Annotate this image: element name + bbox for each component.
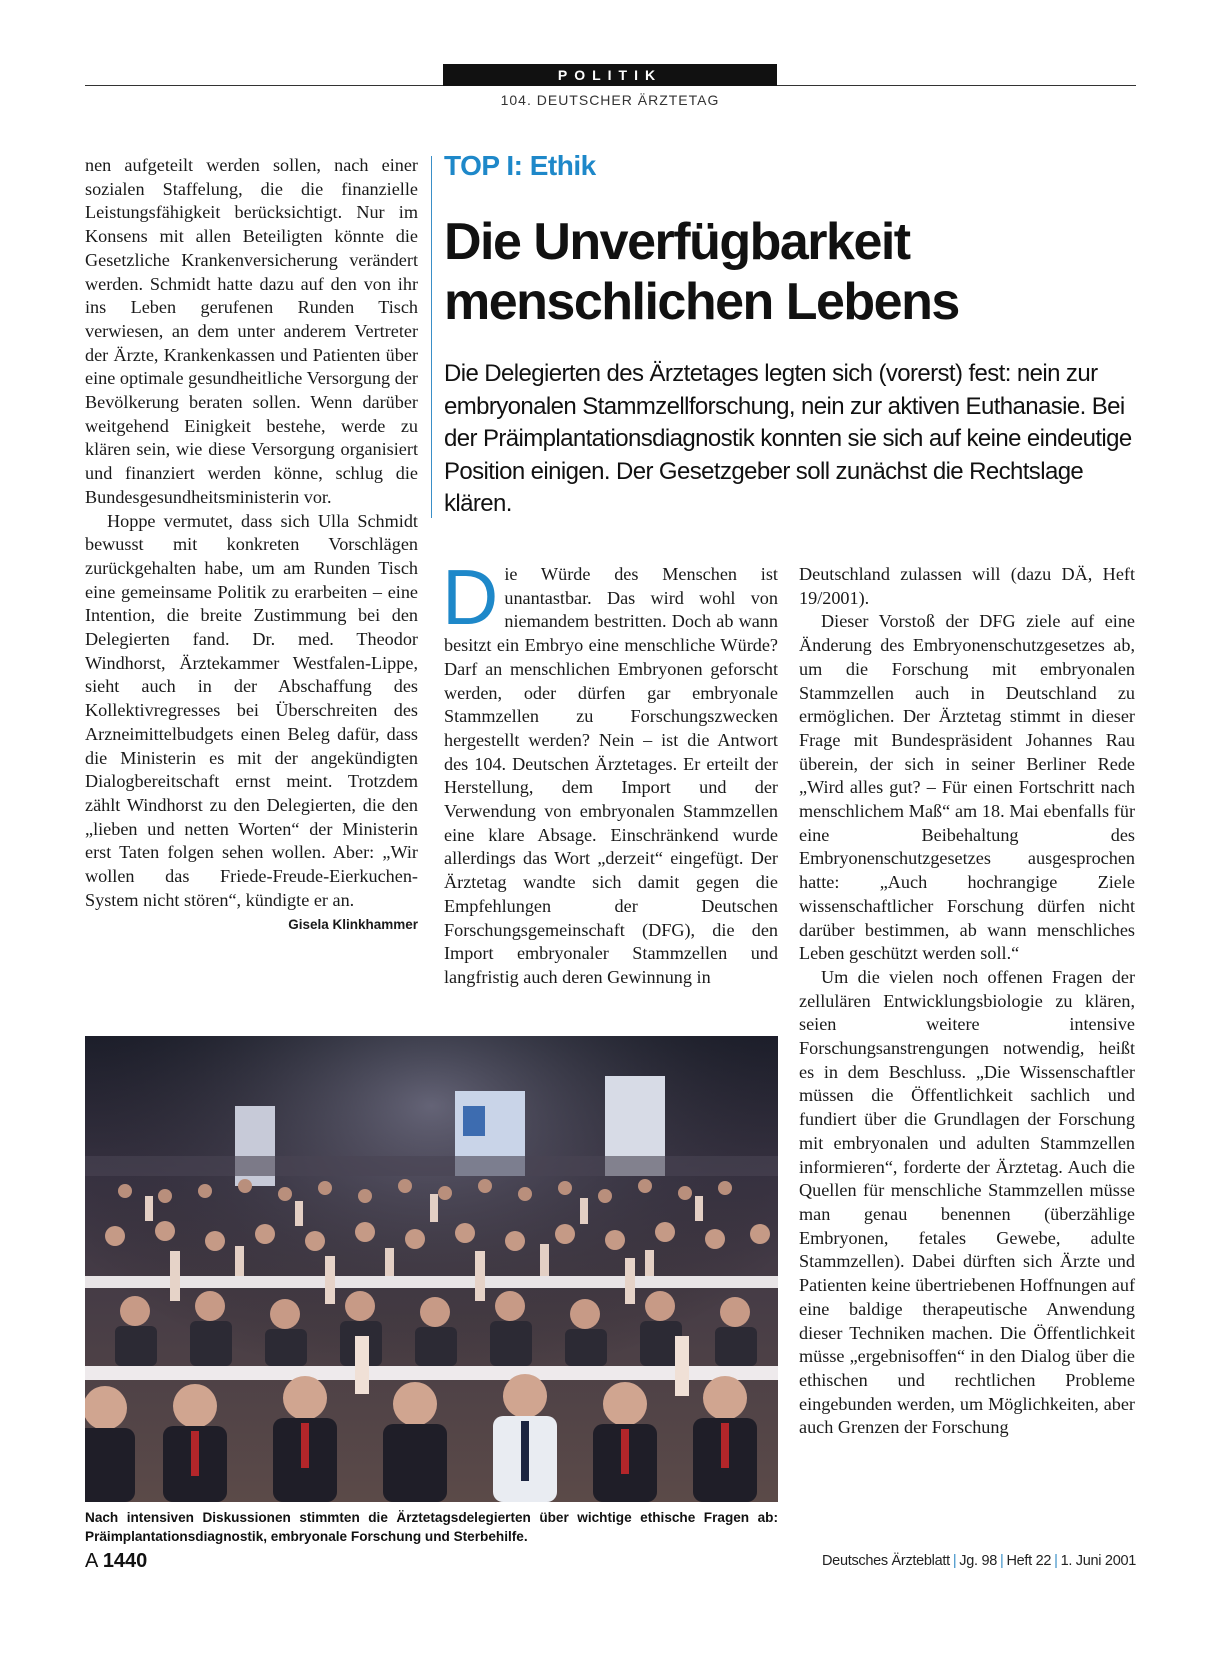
middle-column	[442, 553, 778, 990]
headline-line: menschlichen Lebens	[444, 273, 959, 331]
article-paragraph: Um die vielen noch offenen Fragen der zellulären Entwicklungsbiologie zu klären, seien weitere intensive Forschungsanstrengungen notwendig, heißt es in dem Beschluss. „Die Wissenschaftler müssen die Öffentlichkeit sachlich und fundiert über die Grundlagen der Forschung mit embryonalen und adulten Stammzellen informieren“, forderte der Ärztetag. Auch die Quellen für menschliche Stammzellen müsse man genau benennen (überzählige Embryonen, fetales Gewebe, adulte Stammzellen). Dabei dürften sich Ärzte und Patienten keine übertriebenen Hoffnungen auf eine baldige therapeutische Anwendung dieser Techniken machen. Die Öffentlichkeit müsse „ergebnisoffen“ in den Dialog über die ethischen und rechtlichen Probleme eingebunden werden, um Möglichkeiten, aber auch Grenzen der Forschung	[799, 966, 1136, 1438]
article-deck: Die Delegierten des Ärztetages legten sich (vorerst) fest: nein zur embryonalen Stammzellforschung, nein zur aktiven Euthanasie. Bei der Präimplantationsdiagnostik konnten sie sich auf keine eindeutige Position einigen. Der Gesetzgeber soll zunächst die Rechtslage klären.	[444, 360, 1132, 517]
article-paragraph: Dieser Vorstoß der DFG ziele auf eine Änderung des Embryonenschutzgesetzes ab, um die Forschung mit embryonalen Stammzellen auch in Deutschland zu ermöglichen. Der Ärztetag stimmt in dieser Frage mit Bundespräsident Johannes Rau überein, der sich in seiner Berliner Rede „Wird alles gut? – Für einen Fortschritt nach menschlichem Maß“ am 18. Mai ebenfalls für eine Beibehaltung des Embryonenschutzgesetzes ausgesprochen hatte: „Auch hochrangige Ziele wissenschaftlicher Forschung dürfen nicht darüber bestimmen, ab wann menschliches Leben geschützt werden soll.“	[799, 611, 1135, 964]
left-column	[85, 154, 418, 936]
article-kicker: TOP I: Ethik	[444, 150, 596, 181]
left-paragraph: Hoppe vermutet, dass sich Ulla Schmidt bewusst mit konkreten Vorschlägen zurückgehalten habe, um am Runden Tisch eine gemeinsame Politik zu erarbeiten – eine Intention, die breite Zustimmung bei den Delegierten fand. Dr. med. Theodor Windhorst, Ärztekammer Westfalen-Lippe, sieht auch in der Abschaffung des Kollektivregresses bei Überschreiten des Arzneimittelbudgets einen Beleg dafür, dass die Ministerin es mit der angekündigten Dialogbereitschaft ernst meint. Trotzdem zählt Windhorst zu den Delegierten, die den „lieben und netten Worten“ der Ministerin erst Taten folgen sehen wollen. Aber: „Wir wollen das Friede-Freude-Eierkuchen-System nicht stören“, kündigte er an. Gisela Klinkhammer	[85, 510, 418, 913]
headline-divider	[431, 156, 432, 518]
journal-info: Deutsches Ärzteblatt | Jg. 98 | Heft 22 | 1. Juni 2001	[822, 1553, 1136, 1569]
headline-line: Die Unverfügbarkeit	[444, 213, 910, 271]
section-label: POLITIK	[443, 64, 777, 86]
author-name: Gisela Klinkhammer	[288, 916, 418, 932]
journal-name: Deutsches Ärzteblatt	[822, 1553, 950, 1569]
article-headline	[444, 212, 1124, 332]
delegates-photo-image	[85, 1036, 778, 1502]
journal-volume: Jg. 98	[959, 1553, 997, 1569]
page-number: A 1440	[85, 1550, 148, 1572]
journal-date: 1. Juni 2001	[1060, 1553, 1136, 1569]
photo-caption: Nach intensiven Diskussionen stimmten die Ärztetagsdelegierten über wichtige ethische Fragen ab: Präimplantationsdiagnostik, embryonale Forschung und Sterbehilfe.	[85, 1510, 778, 1544]
subsection-label: 104. DEUTSCHER ÄRZTETAG	[500, 92, 720, 108]
left-paragraph: nen aufgeteilt werden sollen, nach einer sozialen Staffelung, die die finanzielle Leistungsfähigkeit berücksichtigt. Nur im Konsens mit allen Beteiligten könnte die Gesetzliche Krankenversicherung verändert werden. Schmidt hatte dazu auf den von ihr ins Leben gerufenen Runden Tisch verwiesen, an dem unter anderem Vertreter der Ärzte, Krankenkassen und Patienten über eine optimale gesundheitliche Versorgung der Bevölkerung beraten sollen. Wenn darüber weitgehend Einigkeit bestehe, werde zu klären sein, wie diese Versorgung organisiert und finanziert werden könne, schlug die Bundesgesundheitsministerin vor.	[85, 155, 418, 507]
right-column	[799, 563, 1135, 1440]
journal-issue: Heft 22	[1006, 1553, 1052, 1569]
article-paragraph: Deutschland zulassen will (dazu DÄ, Heft 19/2001).	[799, 564, 1135, 608]
drop-cap: D	[442, 553, 499, 641]
article-paragraph: Die Würde des Menschen ist unantastbar. Das wird wohl von niemandem bestritten. Doch ab wann besitzt ein Embryo eine menschliche Würde? Darf an menschlichen Embryonen geforscht werden, oder dürfen gar embryonale Stammzellen zu Forschungszwecken hergestellt werden? Nein – ist die Antwort des 104. Deutschen Ärztetages. Er erteilt der Herstellung, dem Import und der Verwendung von embryonalen Stammzellen eine klare Absage. Einschränkend wurde allerdings das Wort „derzeit“ eingefügt. Der Ärztetag wandte sich damit gegen die Empfehlungen der Deutschen Forschungsgemeinschaft (DFG), die den Import embryonaler Stammzellen und langfristig auch deren Gewinnung in	[442, 553, 778, 987]
delegates-photo	[85, 1036, 778, 1502]
